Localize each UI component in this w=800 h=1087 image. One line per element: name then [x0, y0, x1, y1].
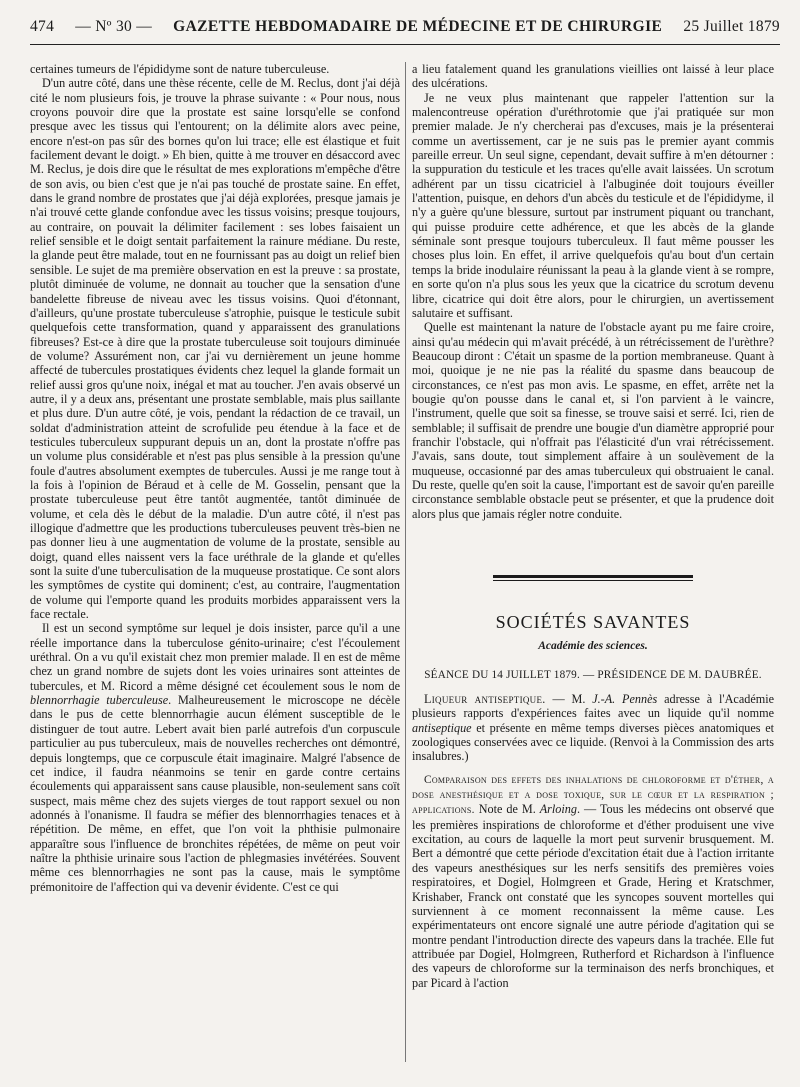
text-run: . Malheureusement le microscope ne décèle dans le pus de cette blennorrhagie aucun élément susceptible de le distinguer de tout autre. Lebert avait bien parlé autrefois d'un corpuscule particulier au pus tuberculeux, mais de nouvelles recherches ont démontré, depuis longtemps, que ce corpuscule était imaginaire. Malgré l'absence de cet indice, il faudra néanmoins se tenir en garde contre certains écoulements qui apparaissent sans cause plausible, non-seulement sans coït suspect, mais même chez des sujets vierges de tout rapport sexuel ou non adonnés à l'onanisme. Il faudra se méfier des blennorrhagies tenaces et à répétition. De même, en effet, que l'on voit la phthisie pulmonaire apparaître sous l'influence de bronchites répétées, de même on peut voir naître la phthisie urinaire sous l'action de phlegmasies invétérées. Souvent même ces blennorrhagies ne sont pas la cause, mais le symptôme prémonitoire de l'affection qui va devenir évidente. C'est ce qui [30, 693, 400, 894]
paragraph: Quelle est maintenant la nature de l'obstacle ayant pu me faire croire, ainsi qu'au médecin qui m'avait précédé, à un rétrécissement de l'urèthre? Beaucoup diront : C'était un spasme de la portion membraneuse. Quant à moi, quoique je ne nie pas la réalité du spasme dans beaucoup de circonstances, ce n'est pas mon avis. Le spasme, en effet, arrête net la bougie qu'on pousse dans le canal et, si l'on parvient à le vaincre, l'instrument, quelle que soit sa finesse, se trouve saisi et serré. Ici, rien de semblable; il suffisait de prendre une bougie d'un diamètre approprié pour franchir l'obstacle, qui n'offrait pas l'élasticité d'un vrai rétrécissement. J'avais, sans doute, tout simplement affaire à un soulèvement de la muqueuse, occasionné par des amas tuberculeux qui obstruaient le canal. Du reste, quelle qu'en soit la cause, l'important est de savoir qu'en pareille circonstance semblable obstacle peut se présenter, et que la prudence doit alors plus que jamais régler notre conduite. [412, 320, 774, 521]
issue-number: — Nº 30 — [75, 18, 153, 35]
news-item [412, 692, 774, 764]
paragraph: a lieu fatalement quand les granulations vieillies ont laissé à leur place des ulcérations. [412, 62, 774, 91]
text-run: . — Tous les médecins ont observé que les premières inspirations de chloroforme et d'éther produisent une vive excitation, au cours de laquelle la mort peut survenir brusquement. M. Bert a démontré que cette période d'excitation était due à l'action irritante des vapeurs anesthésiques sur les nerfs sensitifs des premières voies respiratoires, et Dogiel, Holmgreen et Grade, Hering et Kratschmer, Krishaber, Franck ont constaté que les syncopes souvent mortelles qui surviennent à ce moment reconnaissent la même cause. Les expérimentateurs ont encore signalé une autre période d'agitation qui se montre pendant l'introduction directe des vapeurs dans la trachée. Elle fut attribuée par Dogiel, Holmgreen, Rutherford et Richardson à l'influence des vapeurs de chloroforme sur la terminaison des nerfs bronchiques, et par Picard à l'action [412, 802, 775, 990]
issue-date: 25 Juillet 1879 [683, 18, 780, 35]
subsection-title: Académie des sciences. [538, 640, 648, 653]
author-name: J.-A. Pennès [592, 692, 658, 707]
paragraph: Je ne veux plus maintenant que rappeler l'attention sur la malencontreuse opération d'uréthrotomie que j'ai pratiquée sur mon premier malade. Je n'y chercherai pas d'excuses, mais je la présenterai comme un avertissement, car je ne suis pas le premier ayant commis pareille erreur. Un seul signe, cependant, devait suffire à m'en détourner : la suppuration du testicule et les traces qu'elle avait laissées. Un scrotum adhérent par un tissu cicatriciel à l'albuginée doit toujours éveiller l'attention, puisque, en dehors d'un abcès du testicule et de l'épididyme, il n'y a guère qu'une blessure, surtout par instrument piquant ou tranchant, qui puisse produire cette adhérence, et que les abcès de la glande séminale sont presque toujours tuberculeux. Il faut même pousser les choses plus loin. En effet, il arrive quelquefois qu'au bout d'un certain temps la bride inodulaire réunissant la peau à la glande vient à se rompre, en sorte qu'on n'a plus sous les yeux que la cicatrice du scrotum devenu libre, cicatrice qui doit être alors, pour le chirurgien, un avertissement salutaire et suffisant. [412, 90, 774, 320]
journal-page [30, 0, 780, 1087]
paragraph: certaines tumeurs de l'épididyme sont de nature tuberculeuse. [30, 62, 330, 76]
page-number: 474 [30, 18, 55, 35]
paragraph: D'un autre côté, dans une thèse récente, celle de M. Reclus, dont j'ai déjà cité le nom plusieurs fois, je trouve la phrase suivante : « Pour nous, nous croyons pouvoir dire que la prostate est saine lorsqu'elle se confond presque avec les tissus qui l'entourent; on la délimite alors avec peine, encore n'est-on pas sûr des bornes qu'on lui trace; elle est élastique et fuit facilement devant le doigt. » Eh bien, quitte à me trouver en désaccord avec M. Reclus, je dois dire que le résultat de mes explorations m'empêche d'être de son avis, ou bien c'est que je n'ai pas touché de prostate saine. En effet, dans le grand nombre de prostates que j'ai déjà explorées, presque jamais je n'ai trouvé cette glande confondue avec les tissus voisins; presque toujours, au contraire, on pouvait la délimiter facilement : ses lobes faisaient un relief sensible et le doigt sentait parfaitement la rainure médiane. Du reste, la glande peut être malade, tout en ne fournissant pas au doigt un relief bien sensible. Le sujet de ma première observation en est la preuve : sa prostate, plutôt diminuée de volume, ne donnait au toucher que la sensation d'une bandelette fibreuse de niveau avec les tissus voisins. Quoi d'étonnant, d'ailleurs, qu'une prostate tuberculeuse s'atrophie, puisque le testicule subit quelquefois cette transformation, quand y apparaissent des granulations fibreuses? Est-ce à dire que la prostate tuberculeuse soit toujours diminuée de volume? Assurément non, car j'ai vu dernièrement un jeune homme affecté de tubercules prostatiques évidents chez lequel la glande formait un relief aussi gros qu'une noix, inégal et mat au toucher. J'en avais observé un autre, il y a deux ans, présentant une prostate semblable, mais plus saillante et plus dure. D'un autre côté, je vois, pendant la rédaction de ce travail, un soldat d'administration atteint de scrofulide peu étendue à la face et de testicules tuberculeux suppurant depuis un an, dont la prostate n'offre pas un volume plus considérable et n'est pas plus sensible à la pression qu'une foule d'autres absolument exemptes de tubercules. Aussi je me range tout à la fois à l'opinion de Béraud et à celle de M. Gosselin, pensant que la prostate tuberculeuse peut être tantôt augmentée, tantôt diminuée de volume, et cela dès le début de la maladie. D'un autre côté, il n'est pas illogique d'admettre que les productions tuberculeuses peuvent très-bien ne pas donner lieu à une augmentation de volume de la prostate, sensible au doigt, quand elles naissent vers la face uréthrale de la glande et qu'elles sont la suite d'une tuberculisation de la muqueuse prostatique. Ce sont alors les symptômes de cystite qui dominent; c'est, au contraire, l'augmentation de volume qui l'emporte quand les produits morbides apparaissent vers la face rectale. [30, 76, 400, 622]
journal-title: GAZETTE HEBDOMADAIRE DE MÉDECINE ET DE CHIRURGIE [173, 18, 663, 35]
text-run: adresse à l'Académie plusieurs rapports d'expériences faites avec un liquide qu'il nomme [412, 692, 775, 721]
item-lead: Comparaison des effets des inhalations de chloroforme et d'éther, a dose anesthésique et a dose toxique, sur le cœur et la respiration ; applications. [412, 773, 774, 817]
page-header [30, 10, 780, 45]
italic-term: antiseptique [412, 720, 472, 735]
seance-line: SÉANCE DU 14 JUILLET 1879. — PRÉSIDENCE DE M. DAUBRÉE. [424, 668, 762, 681]
italic-term: blennorrhagie tuberculeuse [30, 693, 169, 708]
text-run: Il est un second symptôme sur lequel je dois insister, parce qu'il a une réelle importance dans la tuberculose génito-urinaire; c'est l'écoulement uréthral. On a vu qu'il existait chez mon premier malade. Il en est de même chez un grand nombre de sujets dont les voies urinaires sont atteintes de tubercules, et M. Ricord a même désigné cet écoulement sous le nom de [30, 621, 400, 693]
paragraph [30, 621, 400, 894]
left-column [30, 62, 400, 894]
text-run: et présente en même temps diverses pièces anatomiques et zoologiques conservées avec ce liquide. (Renvoi à la Commission des arts insalubres.) [412, 720, 774, 764]
column-divider [405, 62, 406, 1062]
item-lead: Liqueur antiseptique. [424, 692, 546, 707]
author-name: Arloing [539, 802, 577, 817]
right-column [412, 62, 774, 990]
text-run: — M. [545, 692, 593, 707]
section-title: SOCIÉTÉS SAVANTES [495, 612, 691, 632]
section-separator [493, 575, 693, 581]
text-run: Note de M. [474, 802, 540, 817]
news-item [412, 772, 774, 990]
